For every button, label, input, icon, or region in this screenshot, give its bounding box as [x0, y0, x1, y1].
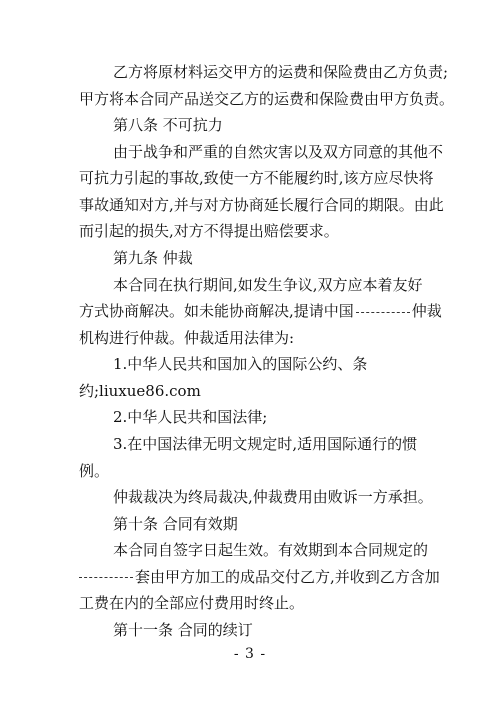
- fill-in-blank: [79, 577, 133, 578]
- text-line: 本合同自签字日起生效。有效期到本合同规定的: [113, 541, 429, 560]
- fill-in-blank: [356, 312, 410, 313]
- list-item: 2.中华人民共和国法律;: [113, 408, 268, 427]
- text-line: 甲方将本合同产品送交乙方的运费和保险费由甲方负责。: [79, 89, 455, 108]
- text-line: 事故通知对方,并与对方协商延长履行合同的期限。由此: [79, 195, 444, 214]
- list-item: 3.在中国法律无明文规定时,适用国际通行的惯: [113, 435, 418, 453]
- text-line: 例。: [79, 461, 110, 480]
- section-heading-8: 第八条 不可抗力: [113, 116, 223, 135]
- section-heading-9: 第九条 仲裁: [113, 249, 193, 267]
- section-heading-10: 第十条 合同有效期: [113, 514, 238, 533]
- section-heading-11: 第十一条 合同的续订: [113, 621, 253, 639]
- text-line: 约;liuxue86.com: [79, 381, 201, 400]
- text-segment: 套由甲方加工的成品交付乙方,并收到乙方含加: [135, 567, 440, 586]
- text-line: 由于战争和严重的自然灾害以及双方同意的其他不: [113, 142, 444, 161]
- list-item: 1.中华人民共和国加入的国际公约、条: [113, 355, 368, 374]
- text-line: 工费在内的全部应付费用时终止。: [79, 594, 305, 613]
- text-line-with-blank: [79, 567, 440, 587]
- text-line: 乙方将原材料运交甲方的运费和保险费由乙方负责;: [113, 63, 449, 81]
- text-segment: 仲裁: [411, 302, 442, 321]
- text-line: 可抗力引起的事故,致使一方不能履约时,该方应尽快将: [79, 169, 434, 188]
- text-line-with-blank: [79, 301, 442, 321]
- page-number: - 3 -: [233, 646, 267, 662]
- text-segment: 方式协商解决。如未能协商解决,提请中国: [79, 302, 354, 321]
- text-line: 本合同在执行期间,如发生争议,双方应本着友好: [113, 275, 423, 294]
- text-line: 仲裁裁决为终局裁决,仲裁费用由败诉一方承担。: [113, 488, 433, 507]
- text-line: 而引起的损失,对方不得提出赔偿要求。: [79, 222, 339, 241]
- text-line: 机构进行仲裁。仲裁适用法律为:: [79, 328, 295, 347]
